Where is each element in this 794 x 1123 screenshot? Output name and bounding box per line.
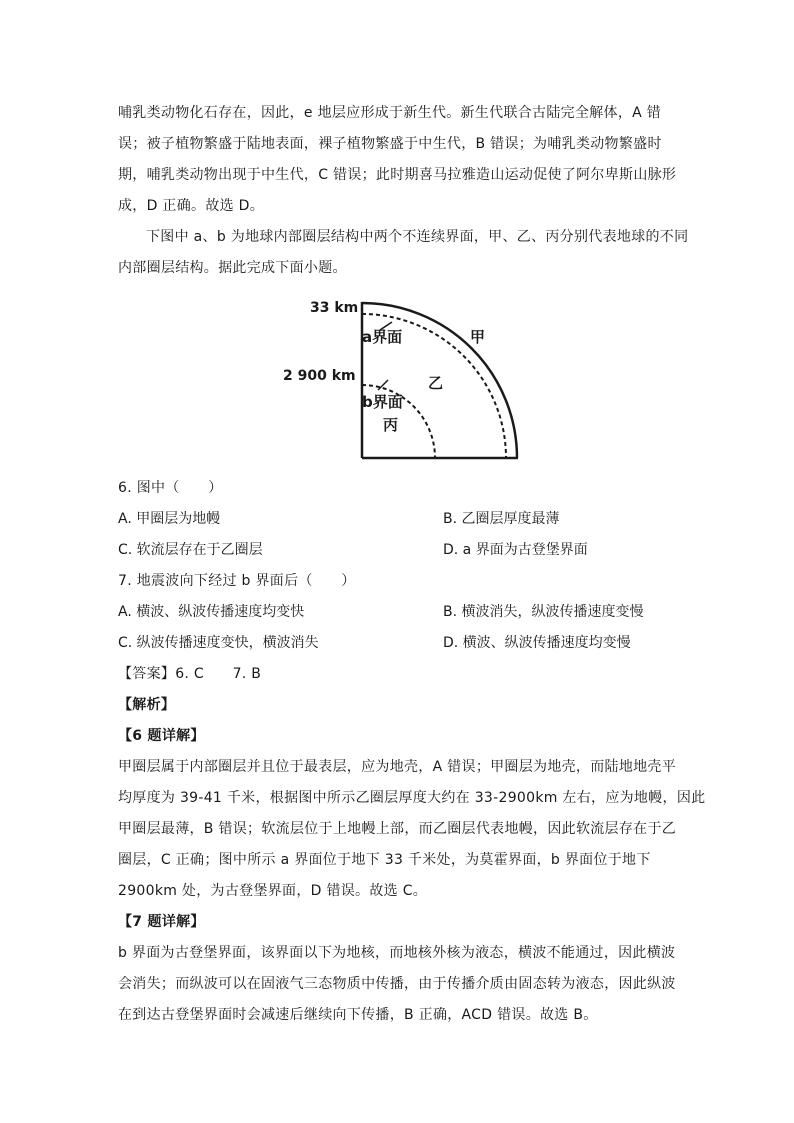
q6-detail-heading: 【6 题详解】 [118, 728, 205, 744]
earth-layer-diagram [280, 290, 530, 468]
q7-option-d: D. 横波、纵波传播速度均变慢 [443, 635, 631, 651]
q6-detail-line: 2900km 处，为古登堡界面，D 错误。故选 C。 [118, 883, 428, 899]
text-line: 误；被子植物繁盛于陆地表面，裸子植物繁盛于中生代，B 错误；为哺乳类动物繁盛时 [118, 136, 662, 152]
question-6-stem: 6. 图中（ ） [118, 480, 223, 496]
q6-detail-line: 均厚度为 39-41 千米，根据图中所示乙圈层厚度大约在 33-2900km 左右，应为地幔，因此 [118, 790, 706, 806]
text-line: 期，哺乳类动物出现于中生代，C 错误；此时期喜马拉雅造山运动促使了阿尔卑斯山脉形 [118, 167, 677, 183]
q7-detail-line: 在到达古登堡界面时会减速后继续向下传播，B 正确，ACD 错误。故选 B。 [118, 1007, 598, 1023]
answer-line: 【答案】6. C 7. B [118, 666, 262, 682]
q6-option-a: A. 甲圈层为地幔 [118, 511, 221, 527]
q7-option-a: A. 横波、纵波传播速度均变快 [118, 604, 305, 620]
q7-detail-line: b 界面为古登堡界面，该界面以下为地核，而地核外核为液态，横波不能通过，因此横波 [118, 945, 676, 961]
intro-line: 下图中 a、b 为地球内部圈层结构中两个不连续界面，甲、乙、丙分别代表地球的不同 [146, 229, 689, 245]
q7-option-b: B. 横波消失，纵波传播速度变慢 [443, 604, 644, 620]
q6-option-c: C. 软流层存在于乙圈层 [118, 542, 263, 558]
intro-line: 内部圈层结构。据此完成下面小题。 [118, 260, 347, 276]
label-jia: 甲 [470, 328, 486, 346]
q6-option-d: D. a 界面为古登堡界面 [443, 542, 588, 558]
q7-option-c: C. 纵波传播速度变快，横波消失 [118, 635, 319, 651]
question-7-stem: 7. 地震波向下经过 b 界面后（ ） [118, 573, 356, 589]
text-line: 成，D 正确。故选 D。 [118, 198, 265, 214]
label-yi: 乙 [428, 374, 444, 392]
q7-detail-line: 会消失；而纵波可以在固液气三态物质中传播，由于传播介质由固态转为液态，因此纵波 [118, 976, 676, 992]
label-a-interface: a界面 [362, 328, 403, 346]
text-line: 哺乳类动物化石存在，因此，e 地层应形成于新生代。新生代联合古陆完全解体，A 错 [118, 105, 662, 121]
analysis-heading: 【解析】 [118, 697, 176, 713]
label-bing: 丙 [383, 416, 399, 434]
q6-detail-line: 甲圈层属于内部圈层并且位于最表层，应为地壳，A 错误；甲圈层为地壳，而陆地地壳平 [118, 759, 677, 775]
q7-detail-heading: 【7 题详解】 [118, 914, 205, 930]
q6-detail-line: 圈层，C 正确；图中所示 a 界面位于地下 33 千米处，为莫霍界面，b 界面位于地下 [118, 852, 651, 868]
label-33km: 33 km [310, 300, 359, 316]
q6-detail-line: 甲圈层最薄，B 错误；软流层位于上地幔上部，而乙圈层代表地幔，因此软流层存在于乙 [118, 821, 677, 837]
label-2900km: 2 900 km [283, 368, 356, 384]
label-b-interface: b界面 [362, 393, 403, 411]
q6-option-b: B. 乙圈层厚度最薄 [443, 511, 560, 527]
